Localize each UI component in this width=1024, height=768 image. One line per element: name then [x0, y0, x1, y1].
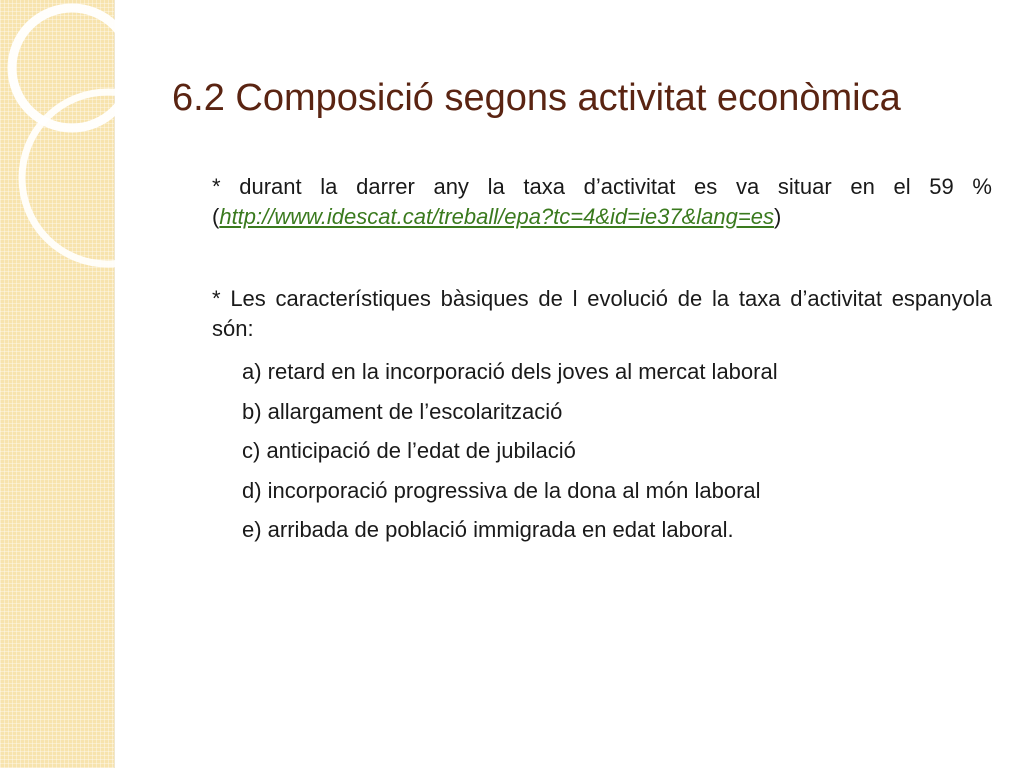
close-paren: ) [773, 204, 782, 229]
slide-content [212, 172, 992, 550]
slide-title: 6.2 Composició segons activitat econòmica [172, 77, 901, 119]
list-item: a) retard en la incorporació dels joves al mercat laboral [242, 359, 778, 384]
idescat-link[interactable]: http://www.idescat.cat/treball/epa?tc=4&id=ie37&lang=es [219, 204, 774, 229]
characteristics-list [212, 352, 992, 550]
open-paren: ( [212, 204, 220, 229]
list-item: c) anticipació de l’edat de jubilació [242, 438, 576, 463]
list-item: e) arribada de població immigrada en edat laboral. [242, 517, 734, 542]
list-item: b) allargament de l’escolarització [242, 398, 563, 424]
activity-rate-text: * durant la darrer any la taxa d’activitat es va situar en el 59 % [212, 174, 992, 199]
characteristics-paragraph: * Les característiques bàsiques de l evolució de la taxa d’activitat espanyola són: [212, 286, 992, 341]
list-item: d) incorporació progressiva de la dona al món laboral [242, 477, 761, 503]
decorative-circles-icon [0, 0, 200, 300]
paragraph-spacer [212, 232, 992, 284]
activity-rate-paragraph [212, 172, 992, 232]
